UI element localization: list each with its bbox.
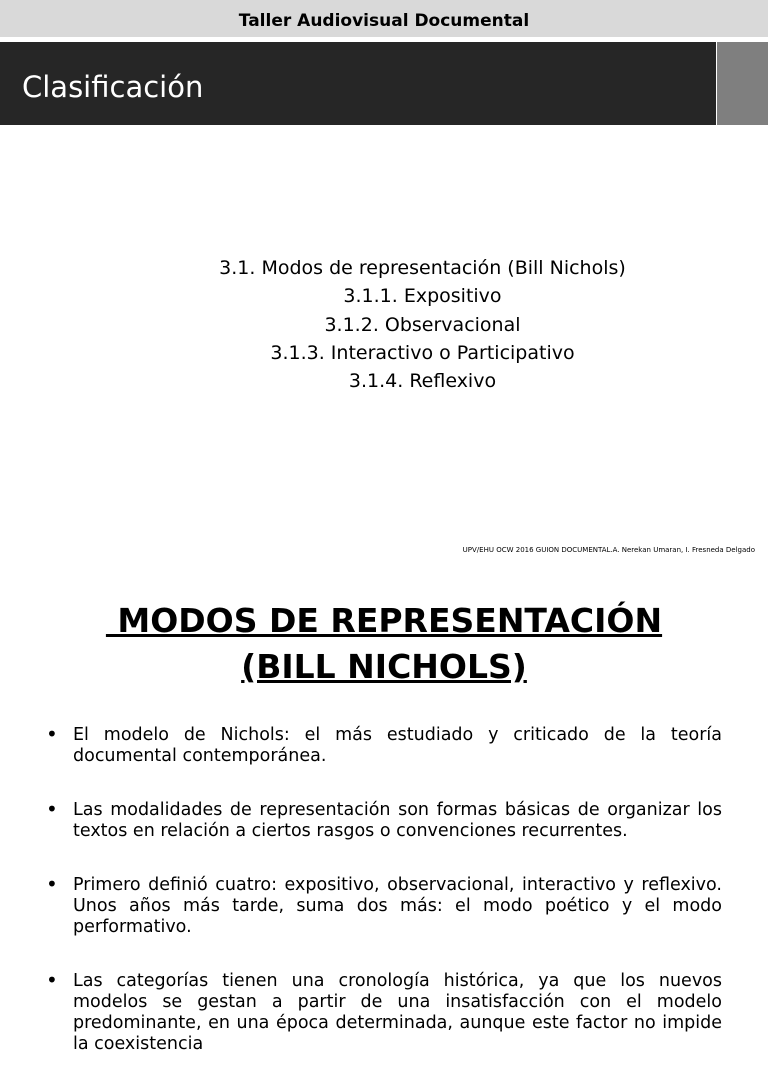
bullet-text: El modelo de Nichols: el más estudiado y criticado de la teoría documental contemporánea. <box>73 725 722 766</box>
bullet-text: Las modalidades de representación son formas básicas de organizar los textos en relación a ciertos rasgos o convenciones recurrentes. <box>73 800 722 841</box>
bullet-text: Las categorías tienen una cronología histórica, ya que los nuevos modelos se gestan a partir de una insatisfacción con el modelo predominante, en una época determinada, aunque este factor no impide la coexistencia <box>73 971 722 1054</box>
heading-line: MODOS DE REPRESENTACIÓN <box>105 601 663 640</box>
list-item <box>46 872 722 938</box>
toc-item: 3.1.3. Interactivo o Participativo <box>270 341 575 364</box>
title-bar <box>0 42 716 125</box>
bullet-list <box>46 722 722 1088</box>
slide-heading <box>0 598 768 690</box>
toc-item: 3.1. Modos de representación (Bill Nichols) <box>219 257 626 279</box>
slide-modos-representacion <box>0 570 768 1054</box>
bullet-icon: • <box>46 722 58 746</box>
bullet-icon: • <box>46 968 58 992</box>
list-item <box>46 722 722 767</box>
toc-item: 3.1.2. Observacional <box>324 313 521 336</box>
title-accent-block <box>717 42 768 125</box>
toc-item: 3.1.1. Expositivo <box>343 285 502 308</box>
slide-title: Clasificación <box>22 70 204 104</box>
slide-footer-credit: UPV/EHU OCW 2016 GUION DOCUMENTAL.A. Nerekan Umaran, I. Fresneda Delgado <box>462 546 755 554</box>
bullet-text: Primero definió cuatro: expositivo, observacional, interactivo y reflexivo. Unos años más tarde, suma dos más: el modo poético y el modo performativo. <box>73 875 722 937</box>
table-of-contents <box>0 254 768 395</box>
bullet-icon: • <box>46 797 58 821</box>
bullet-icon: • <box>46 872 58 896</box>
list-item <box>46 968 722 1055</box>
toc-item: 3.1.4. Reflexivo <box>348 370 497 393</box>
heading-line: (BILL NICHOLS) <box>241 647 527 686</box>
list-item <box>46 797 722 842</box>
header-band: Taller Audiovisual Documental <box>0 0 768 37</box>
